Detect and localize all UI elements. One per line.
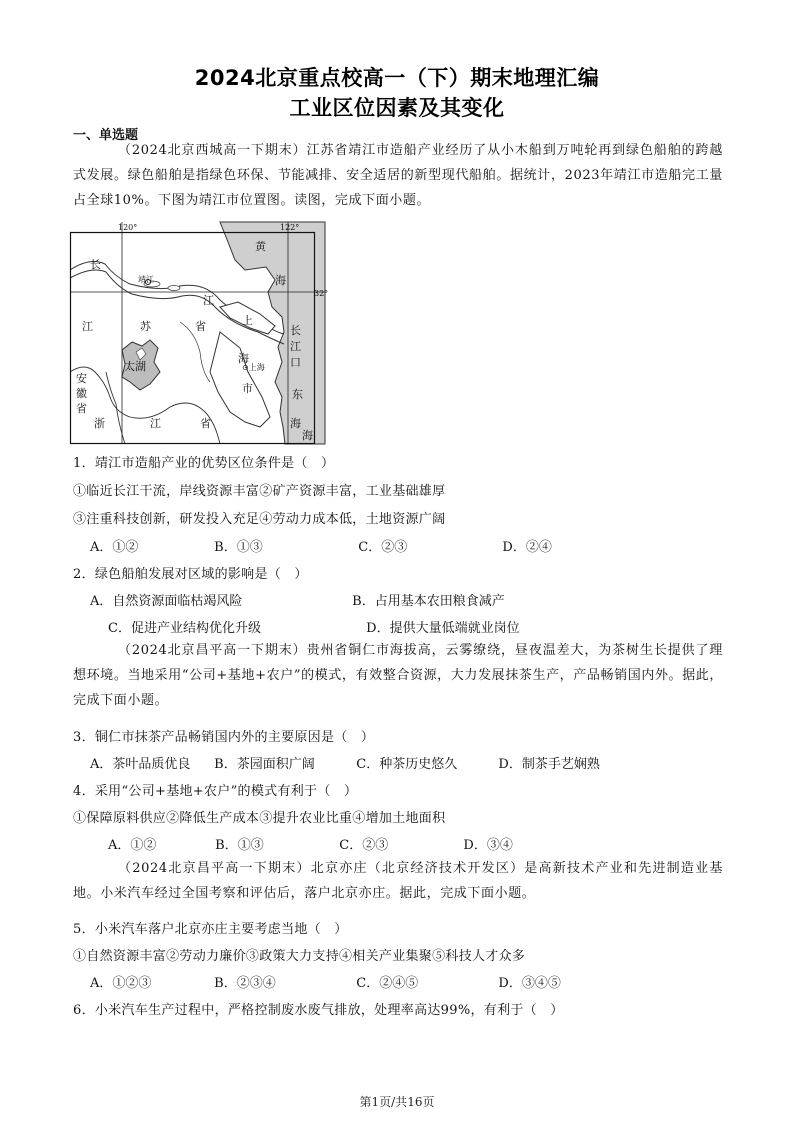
question-3-option-b[interactable]: B．茶园面积广阔 xyxy=(214,757,315,772)
jingjiang-location-map xyxy=(70,222,329,444)
map-label-sheng-bottom: 省 xyxy=(200,417,211,430)
map-lat-32: 32° xyxy=(314,289,329,298)
map-label-shanghai: ⊙上海 xyxy=(242,363,265,372)
question-5-option-b[interactable]: B．②③④ xyxy=(214,976,276,991)
page-subtitle: 工业区位因素及其变化 xyxy=(289,96,505,120)
question-2-options-row-2 xyxy=(108,617,520,636)
question-1-stem: 1．靖江市造船产业的优势区位条件是（ ） xyxy=(73,456,335,471)
map-label-hai-bottom-1: 海 xyxy=(290,417,301,430)
map-label-hai-city: 海 xyxy=(238,352,249,365)
map-label-sheng: 省 xyxy=(195,320,206,333)
question-4-option-b[interactable]: B．①③ xyxy=(215,838,264,853)
question-1-statement-2: ③注重科技创新，研发投入充足④劳动力成本低，土地资源广阔 xyxy=(73,512,446,527)
question-2-options-row-1 xyxy=(90,590,505,609)
question-2-option-c[interactable]: C．促进产业结构优化升级 xyxy=(108,621,261,636)
question-2-stem: 2．绿色船舶发展对区域的影响是（ ） xyxy=(73,567,308,582)
question-1-option-b[interactable]: B．①③ xyxy=(214,540,263,555)
question-4-statement: ①保障原料供应②降低生产成本③提升农业比重④增加土地面积 xyxy=(73,811,446,826)
intro-paragraph-2: （2024北京昌平高一下期末）贵州省铜仁市海拔高，云雾缭绕，昼夜温差大，为茶树生长提供了理想环境。当地采用“公司+基地+农户”的模式，有效整合资源，大力发展抹茶生产，产品畅销国内外。据此，完成下面小题。 xyxy=(73,643,723,708)
map-label-changjiang-1: 长 xyxy=(290,324,301,337)
map-lon-120: 120° xyxy=(118,223,138,232)
question-4-option-a[interactable]: A．①② xyxy=(108,838,157,853)
map-label-zhe: 浙 xyxy=(94,417,105,430)
question-4-stem: 4．采用“公司+基地+农户”的模式有利于（ ） xyxy=(73,784,358,799)
map-label-shang: 上 xyxy=(242,314,253,327)
page-footer: 第1页/共16页 xyxy=(359,1095,435,1109)
map-label-hai: 海 xyxy=(275,274,286,287)
question-2-option-b[interactable]: B．占用基本农田粮食减产 xyxy=(352,594,505,609)
section-heading: 一、单选题 xyxy=(73,128,139,143)
question-3-option-a[interactable]: A．茶叶品质优良 xyxy=(90,757,191,772)
map-label-anhui-1: 安 xyxy=(76,372,87,385)
question-5-option-c[interactable]: C．②④⑤ xyxy=(356,976,419,991)
map-label-jiang-left: 江 xyxy=(82,320,93,333)
question-4-options xyxy=(108,834,513,853)
question-3-stem: 3．铜仁市抹茶产品畅销国内外的主要原因是（ ） xyxy=(73,730,375,745)
question-5-option-a[interactable]: A．①②③ xyxy=(90,976,152,991)
question-5-stem: 5．小米汽车落户北京亦庄主要考虑当地（ ） xyxy=(73,922,348,937)
map-label-jiang-bottom: 江 xyxy=(150,417,161,430)
map-label-taihu: 太湖 xyxy=(124,360,146,373)
question-1-options xyxy=(90,536,552,555)
page-title: 2024北京重点校高一（下）期末地理汇编 xyxy=(194,66,600,90)
question-6-stem: 6．小米汽车生产过程中，严格控制废水废气排放，处理率高达99%，有利于（ ） xyxy=(73,1003,564,1018)
map-label-jiang: 江 xyxy=(203,294,214,307)
question-1-option-a[interactable]: A．①② xyxy=(90,540,139,555)
map-label-changjiang-3: 口 xyxy=(290,356,301,369)
question-4-option-c[interactable]: C．②③ xyxy=(339,838,389,853)
question-1-option-d[interactable]: D．②④ xyxy=(502,540,552,555)
question-5-options xyxy=(90,972,561,991)
map-label-shi: 市 xyxy=(242,382,253,395)
map-label-hai-bottom-2: 海 xyxy=(302,429,313,442)
map-label-huang: 黄 xyxy=(255,240,266,253)
intro-paragraph-1: （2024北京西城高一下期末）江苏省靖江市造船产业经历了从小木船到万吨轮再到绿色船舶的跨越式发展。绿色船舶是指绿色环保、节能减排、安全适居的新型现代船舶。据统计，2023年靖江市造船完工量占全球10%。下图为靖江市位置图。读图，完成下面小题。 xyxy=(73,143,723,208)
question-2-option-d[interactable]: D．提供大量低端就业岗位 xyxy=(366,621,520,636)
map-lon-122: 122° xyxy=(280,223,300,232)
question-4-option-d[interactable]: D．③④ xyxy=(463,838,513,853)
map-label-jingjiang: 靖江 xyxy=(138,275,154,284)
question-5-option-d[interactable]: D．③④⑤ xyxy=(498,976,561,991)
intro-paragraph-3: （2024北京昌平高一下期末）北京亦庄（北京经济技术开发区）是高新技术产业和先进制造业基地。小米汽车经过全国考察和评估后，落户北京亦庄。据此，完成下面小题。 xyxy=(73,861,723,901)
question-5-statement: ①自然资源丰富②劳动力廉价③政策大力支持④相关产业集聚⑤科技人才众多 xyxy=(73,949,526,964)
question-2-option-a[interactable]: A．自然资源面临枯竭风险 xyxy=(90,594,243,609)
question-3-options xyxy=(90,753,600,772)
question-3-option-c[interactable]: C．种茶历史悠久 xyxy=(356,757,458,772)
map-label-dong: 东 xyxy=(292,388,303,401)
map-label-anhui-2: 徽 xyxy=(76,387,87,400)
question-1-statement-1: ①临近长江干流，岸线资源丰富②矿产资源丰富，工业基础雄厚 xyxy=(73,484,446,499)
map-label-changjiang-2: 江 xyxy=(290,340,301,353)
map-label-chang: 长 xyxy=(90,258,101,271)
question-3-option-d[interactable]: D．制茶手艺娴熟 xyxy=(498,757,600,772)
map-label-su: 苏 xyxy=(140,320,151,333)
map-label-anhui-3: 省 xyxy=(76,402,87,415)
question-1-option-c[interactable]: C．②③ xyxy=(358,540,408,555)
